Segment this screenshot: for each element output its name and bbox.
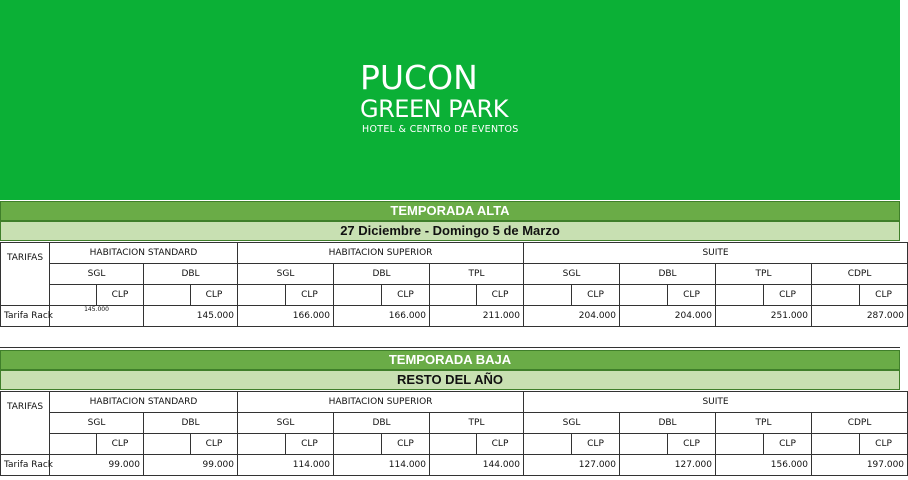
blank-cell bbox=[620, 285, 668, 306]
group-suite: SUITE bbox=[524, 243, 908, 264]
alta-title-band bbox=[0, 201, 900, 221]
alta-period: 27 Diciembre - Domingo 5 de Marzo bbox=[340, 223, 560, 238]
row-label: Tarifa Rack bbox=[1, 306, 50, 327]
currency-label: CLP bbox=[382, 285, 430, 306]
price-sup-sgl: 166.000 bbox=[238, 306, 334, 327]
price-std-sgl: 145.000 bbox=[50, 306, 144, 327]
currency-label: CLP bbox=[286, 434, 334, 455]
blank-cell bbox=[716, 285, 764, 306]
blank-cell bbox=[334, 285, 382, 306]
baja-period: RESTO DEL AÑO bbox=[397, 372, 503, 387]
tarifas-label: TARIFAS bbox=[1, 392, 50, 455]
price-sup-tpl: 211.000 bbox=[430, 306, 524, 327]
alta-period-band bbox=[0, 221, 900, 241]
logo-line-2: GREEN PARK bbox=[360, 95, 508, 123]
price-suite-sgl: 127.000 bbox=[524, 455, 620, 476]
type-suite-tpl: TPL bbox=[716, 264, 812, 285]
blank-cell bbox=[144, 285, 191, 306]
blank-cell bbox=[430, 434, 477, 455]
header-banner bbox=[0, 0, 900, 200]
currency-label: CLP bbox=[477, 285, 524, 306]
blank-cell bbox=[50, 434, 97, 455]
logo-line-1: PUCON bbox=[360, 58, 478, 97]
type-std-dbl: DBL bbox=[144, 413, 238, 434]
type-std-sgl: SGL bbox=[50, 413, 144, 434]
price-suite-cdpl: 197.000 bbox=[812, 455, 908, 476]
type-sup-tpl: TPL bbox=[430, 264, 524, 285]
group-standard: HABITACION STANDARD bbox=[50, 243, 238, 264]
type-sup-sgl: SGL bbox=[238, 264, 334, 285]
currency-label: CLP bbox=[764, 434, 812, 455]
baja-rates-table bbox=[0, 391, 908, 476]
currency-label: CLP bbox=[668, 434, 716, 455]
currency-label: CLP bbox=[572, 434, 620, 455]
price-std-sgl: 99.000 bbox=[50, 455, 144, 476]
price-sup-sgl: 114.000 bbox=[238, 455, 334, 476]
blank-cell bbox=[812, 434, 860, 455]
price-suite-tpl: 251.000 bbox=[716, 306, 812, 327]
currency-label: CLP bbox=[764, 285, 812, 306]
alta-title: TEMPORADA ALTA bbox=[390, 203, 510, 218]
group-standard: HABITACION STANDARD bbox=[50, 392, 238, 413]
type-sup-dbl: DBL bbox=[334, 264, 430, 285]
price-sup-dbl: 114.000 bbox=[334, 455, 430, 476]
price-suite-dbl: 204.000 bbox=[620, 306, 716, 327]
blank-cell bbox=[238, 285, 286, 306]
blank-cell bbox=[144, 434, 191, 455]
type-std-dbl: DBL bbox=[144, 264, 238, 285]
price-suite-tpl: 156.000 bbox=[716, 455, 812, 476]
currency-label: CLP bbox=[97, 434, 144, 455]
type-suite-sgl: SGL bbox=[524, 264, 620, 285]
group-suite: SUITE bbox=[524, 392, 908, 413]
baja-period-band bbox=[0, 370, 900, 390]
type-sup-sgl: SGL bbox=[238, 413, 334, 434]
alta-rates-table bbox=[0, 242, 908, 327]
price-suite-sgl: 204.000 bbox=[524, 306, 620, 327]
baja-title-band bbox=[0, 350, 900, 370]
baja-title: TEMPORADA BAJA bbox=[388, 352, 512, 367]
currency-label: CLP bbox=[668, 285, 716, 306]
currency-label: CLP bbox=[860, 285, 908, 306]
type-suite-cdpl: CDPL bbox=[812, 413, 908, 434]
blank-cell bbox=[50, 285, 97, 306]
group-superior: HABITACION SUPERIOR bbox=[238, 392, 524, 413]
type-std-sgl: SGL bbox=[50, 264, 144, 285]
price-std-dbl: 145.000 bbox=[144, 306, 238, 327]
type-suite-dbl: DBL bbox=[620, 264, 716, 285]
blank-cell bbox=[524, 434, 572, 455]
type-suite-cdpl: CDPL bbox=[812, 264, 908, 285]
type-suite-tpl: TPL bbox=[716, 413, 812, 434]
group-superior: HABITACION SUPERIOR bbox=[238, 243, 524, 264]
price-suite-cdpl: 287.000 bbox=[812, 306, 908, 327]
blank-cell bbox=[812, 285, 860, 306]
table-row bbox=[1, 306, 908, 327]
blank-cell bbox=[238, 434, 286, 455]
blank-cell bbox=[334, 434, 382, 455]
currency-label: CLP bbox=[477, 434, 524, 455]
price-std-dbl: 99.000 bbox=[144, 455, 238, 476]
row-label: Tarifa Rack bbox=[1, 455, 50, 476]
blank-cell bbox=[430, 285, 477, 306]
type-sup-tpl: TPL bbox=[430, 413, 524, 434]
blank-cell bbox=[524, 285, 572, 306]
price-suite-dbl: 127.000 bbox=[620, 455, 716, 476]
currency-label: CLP bbox=[860, 434, 908, 455]
blank-cell bbox=[620, 434, 668, 455]
blank-cell bbox=[716, 434, 764, 455]
tarifas-label: TARIFAS bbox=[1, 243, 50, 306]
currency-label: CLP bbox=[191, 285, 238, 306]
type-sup-dbl: DBL bbox=[334, 413, 430, 434]
type-suite-dbl: DBL bbox=[620, 413, 716, 434]
price-sup-dbl: 166.000 bbox=[334, 306, 430, 327]
type-suite-sgl: SGL bbox=[524, 413, 620, 434]
currency-label: CLP bbox=[191, 434, 238, 455]
logo-line-3: HOTEL & CENTRO DE EVENTOS bbox=[362, 124, 519, 135]
currency-label: CLP bbox=[572, 285, 620, 306]
currency-label: CLP bbox=[97, 285, 144, 306]
price-sup-tpl: 144.000 bbox=[430, 455, 524, 476]
section-spacer bbox=[0, 326, 900, 348]
currency-label: CLP bbox=[286, 285, 334, 306]
table-row bbox=[1, 455, 908, 476]
currency-label: CLP bbox=[382, 434, 430, 455]
hotel-logo bbox=[360, 58, 530, 136]
